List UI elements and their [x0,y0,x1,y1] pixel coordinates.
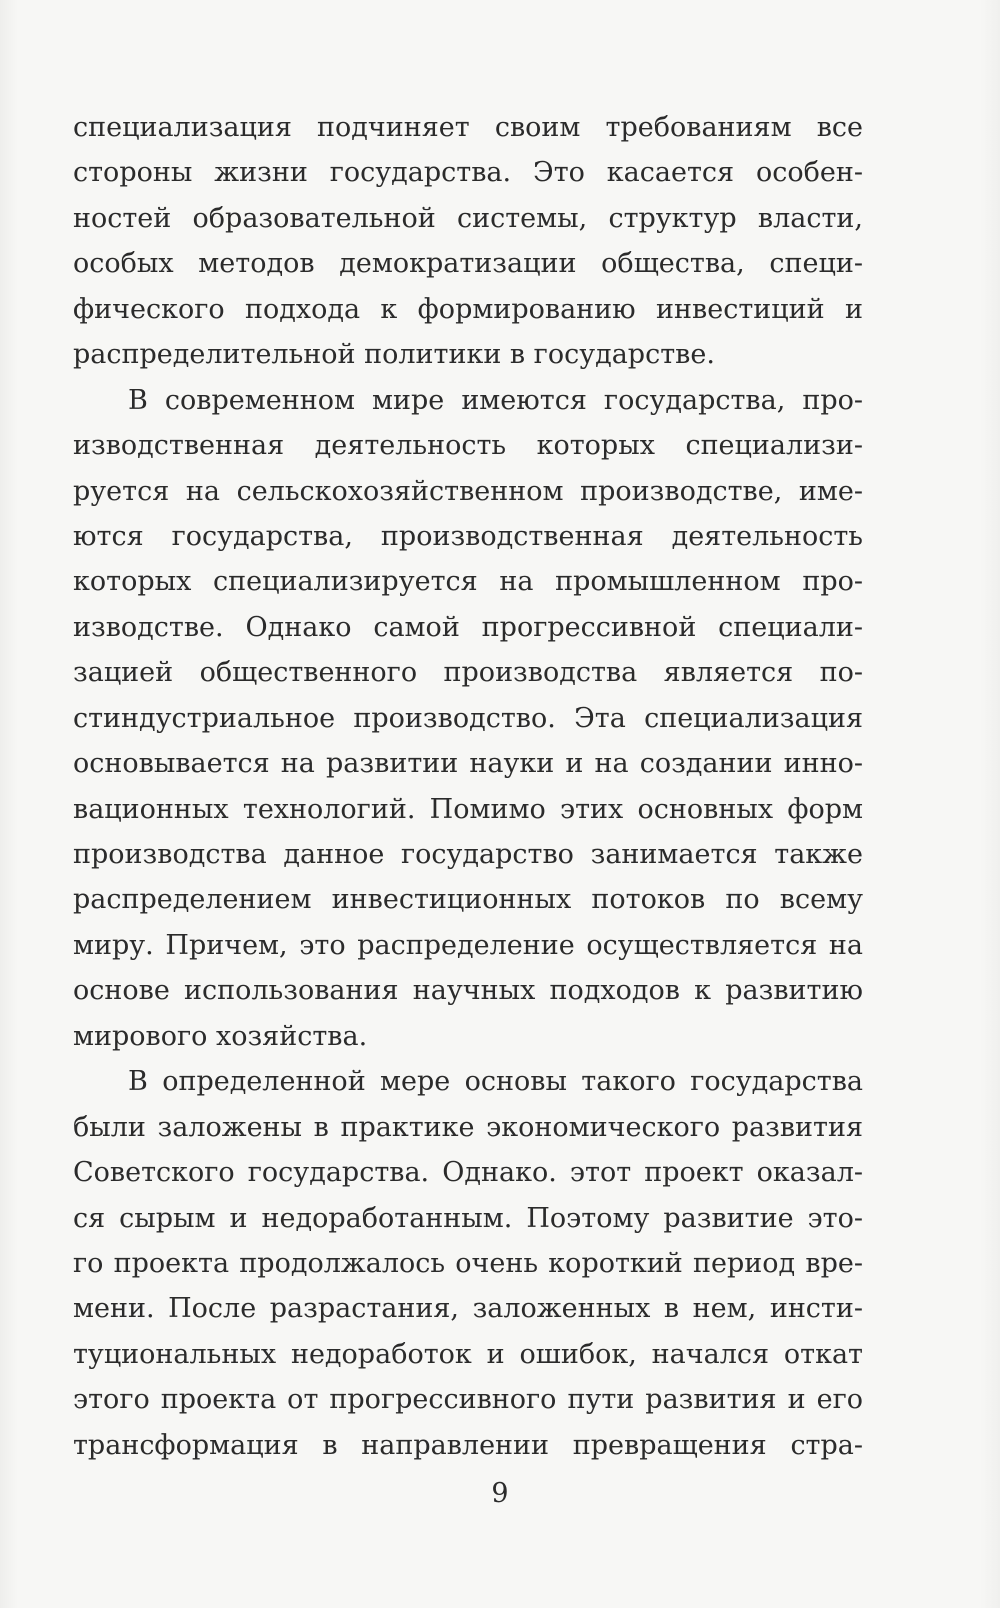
text-line: которых специализируется на промышленном про- [73,566,863,598]
page-number: 9 [491,1478,509,1509]
text-line: миру. Причем, это распределение осуществляется на [73,929,863,961]
text-line: основе использования научных подходов к развитию [73,975,863,1007]
text-line: трансформация в направлении превращения стра- [73,1429,863,1461]
text-line: распределительной политики в государстве. [73,339,715,371]
text-line: этого проекта от прогрессивного пути развития и его [73,1384,863,1416]
body-text [73,105,863,1468]
text-line: особых методов демократизации общества, специ- [73,248,863,280]
text-line: специализация подчиняет своим требованиям все [73,112,863,143]
text-line: были заложены в практике экономического развития [73,1111,863,1143]
text-line: ся сырым и недоработанным. Поэтому развитие это- [73,1202,863,1234]
text-line: изводственная деятельность которых специализи- [73,430,863,462]
text-line: изводстве. Однако самой прогрессивной специали- [73,611,863,643]
text-line: го проекта продолжалось очень короткий период вре- [73,1247,863,1279]
text-line: основывается на развитии науки и на создании инно- [73,748,863,780]
text-line: мирового хозяйства. [73,1020,368,1052]
text-line: ностей образовательной системы, структур власти, [73,202,863,234]
text-line: вационных технологий. Помимо этих основных форм [73,793,863,825]
text-line: стиндустриальное производство. Эта специализация [73,702,863,734]
text-line: фического подхода к формированию инвестиций и [73,293,863,325]
paragraph-first-line: В современном мире имеются государства, про- [128,384,863,416]
text-line: зацией общественного производства является по- [73,657,863,689]
paragraph-first-line: В определенной мере основы такого государства [128,1066,863,1098]
text-line: стороны жизни государства. Это касается особен- [73,157,863,189]
text-line: ются государства, производственная деятельность [73,520,863,552]
text-line: производства данное государство занимается также [73,839,863,870]
text-line: руется на сельскохозяйственном производстве, име- [73,475,863,507]
text-line: мени. После разрастания, заложенных в нем, инсти- [73,1293,863,1325]
text-line: распределением инвестиционных потоков по всему [73,884,863,916]
text-line: туциональных недоработок и ошибок, начался откат [73,1338,863,1370]
text-line: Советского государства. Однако. этот проект оказал- [73,1157,863,1189]
